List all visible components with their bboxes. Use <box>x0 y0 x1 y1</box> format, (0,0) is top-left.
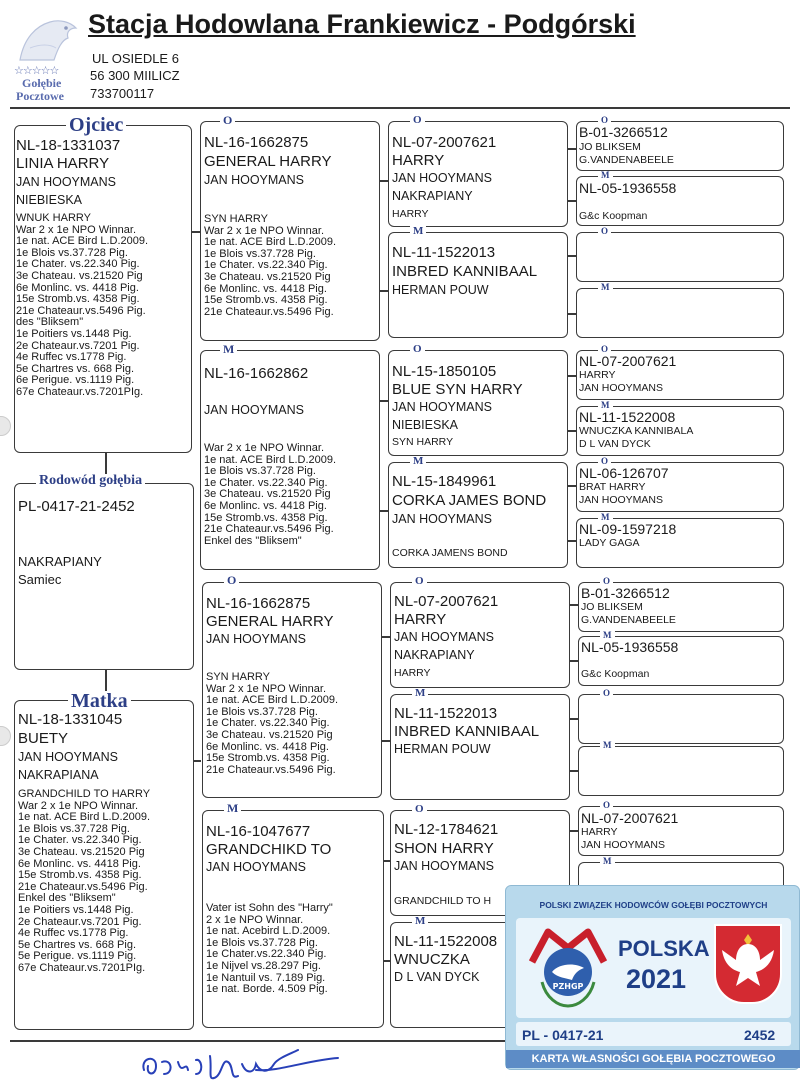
ownership-card <box>505 885 800 1070</box>
mother-name: BUETY <box>18 730 69 747</box>
sire-marker: O <box>600 689 613 698</box>
ggp-extra: HARRY <box>392 208 429 220</box>
achievement-line: 3e Chateau. vs.21520 Pig <box>204 270 331 283</box>
mother-ring: NL-18-1331045 <box>18 711 123 728</box>
grandparent-breeder: JAN HOOYMANS <box>204 173 305 187</box>
mother-label: Matka <box>68 691 131 711</box>
ggp-name: HARRY <box>392 152 445 169</box>
grandparent-breeder: JAN HOOYMANS <box>206 632 307 646</box>
dam-marker: M <box>598 513 613 522</box>
eagle-emblem <box>714 924 782 1004</box>
achievement-line: Enkel des "Bliksem" <box>204 534 302 547</box>
sire-marker: O <box>410 115 425 126</box>
ggg-box <box>578 694 784 744</box>
achievement-line: 1e Nijvel vs.28.297 Pig. <box>206 959 321 972</box>
card-country: POLSKA <box>618 936 710 961</box>
achievement-line: SYN HARRY <box>204 213 268 225</box>
grandparent-achievements <box>206 903 333 996</box>
achievement-line: 3e Chateau. vs.21520 Pig <box>206 728 333 741</box>
dam-marker: M <box>410 456 426 467</box>
achievement-line: 1e nat. ACE Bird L.D.2009. <box>18 811 151 824</box>
achievement-line: 1e nat. ACE Bird L.D.2009. <box>206 694 339 707</box>
father-breeder: JAN HOOYMANS <box>16 175 117 189</box>
card-organization: POLSKI ZWIĄZEK HODOWCÓW GOŁĘBI POCZTOWYCH <box>539 900 768 910</box>
achievement-line: 1e Blois vs.37.728 Pig. <box>206 936 318 949</box>
logo-text-2: Pocztowe <box>16 89 64 103</box>
ggp-ring: NL-12-1784621 <box>394 821 499 838</box>
ggp-breeder: JAN HOOYMANS <box>392 400 493 414</box>
ggg-line-2: JO BLIKSEM <box>579 141 641 153</box>
grandparent-breeder: JAN HOOYMANS <box>206 860 307 874</box>
achievement-line: 1e Chater. vs.22.340 Pig. <box>18 834 142 847</box>
mother-color: NAKRAPIANA <box>18 768 99 782</box>
ggg-line-2: JO BLIKSEM <box>581 601 643 613</box>
sire-marker: O <box>598 457 611 466</box>
achievement-line: 4e Ruffec vs.1778 Pig. <box>16 351 127 364</box>
ggg-line-3: JAN HOOYMANS <box>581 839 666 851</box>
achievement-line: 21e Chateaur.vs.5496 Pig. <box>16 304 146 317</box>
ggg-ring: B-01-3266512 <box>581 585 670 601</box>
ggp-name: INBRED KANNIBAAL <box>392 263 538 280</box>
achievement-line: 1e Poitiers vs.1448 Pig. <box>16 327 132 340</box>
achievement-line: 1e Blois vs.37.728 Pig. <box>204 247 316 260</box>
father-label: Ojciec <box>66 115 126 135</box>
ggp-color: NIEBIESKA <box>392 418 458 432</box>
achievement-line: 1e Blois vs.37.728 Pig. <box>204 465 316 478</box>
achievement-line: 1e nat. ACE Bird L.D.2009. <box>204 236 337 249</box>
logo <box>10 8 84 103</box>
ggp-ring: NL-15-1850105 <box>392 363 497 380</box>
connector <box>568 540 576 542</box>
achievement-line: 1e Chater. vs.22.340 Pig. <box>204 259 328 272</box>
achievement-line: 1e Chater.vs.22.340 Pig. <box>206 948 327 961</box>
achievement-line: 67e Chateaur.vs.7201PIg. <box>16 385 144 398</box>
connector <box>568 148 576 150</box>
achievement-line: 15e Stromb.vs. 4358 Pig. <box>16 293 140 306</box>
connector <box>570 604 578 606</box>
address-line-2: 56 300 MIILICZ <box>90 68 180 83</box>
father-ring: NL-18-1331037 <box>16 137 121 154</box>
achievement-line: 6e Monlinc. vs. 4418 Pig. <box>18 857 141 870</box>
header-divider <box>10 107 790 109</box>
achievement-line: 1e Nantuil vs. 7.189 Pig. <box>206 971 326 984</box>
connector <box>380 400 388 402</box>
dam-marker: M <box>410 226 426 237</box>
ggp-color: NAKRAPIANY <box>392 189 473 203</box>
achievement-line: 3e Chateau. vs.21520 Pig <box>18 845 145 858</box>
ggg-ring: NL-05-1936558 <box>581 639 679 655</box>
card-footer: KARTA WŁASNOŚCI GOŁĘBIA POCZTOWEGO <box>506 1050 800 1068</box>
sire-marker: O <box>224 574 239 586</box>
badge-text: PZHGP <box>552 982 584 991</box>
connector <box>382 636 390 638</box>
achievement-line: 1e Blois vs.37.728 Pig. <box>206 705 318 718</box>
achievement-line: 6e Monlinc. vs. 4418 Pig. <box>204 282 327 295</box>
achievement-line: 1e nat. Acebird L.D.2009. <box>206 925 331 938</box>
eagle-icon <box>716 926 780 996</box>
ggp-name: HARRY <box>394 611 447 628</box>
grandparent-breeder: JAN HOOYMANS <box>204 403 305 417</box>
mother-achievements <box>18 789 150 975</box>
achievement-line: 5e Perigue. vs.1119 Pig. <box>18 950 137 963</box>
achievement-line: GRANDCHILD TO HARRY <box>18 788 151 800</box>
achievement-line: 1e Blois vs.37.728 Pig. <box>16 246 128 259</box>
sire-marker: O <box>410 344 425 355</box>
achievement-line: 3e Chateau. vs.21520 Pig <box>204 488 331 501</box>
ggg-line-3: JAN HOOYMANS <box>579 494 664 506</box>
achievement-line: 6e Perigue. vs.1119 Pig. <box>16 374 135 387</box>
achievement-line: War 2 x 1e NPO Winnar. <box>206 682 327 695</box>
pigeon-sex: Samiec <box>18 572 62 587</box>
dam-marker: M <box>224 802 241 814</box>
connector <box>380 180 388 182</box>
phone: 733700117 <box>90 86 155 101</box>
achievement-line: 67e Chateaur.vs.7201PIg. <box>18 961 146 974</box>
ggp-extra: HARRY <box>394 667 431 679</box>
achievement-line: 2e Chateaur.vs.7201 Pig. <box>18 915 142 928</box>
connector <box>568 375 576 377</box>
connector <box>568 430 576 432</box>
sire-marker: O <box>412 804 427 815</box>
sire-marker: O <box>598 345 611 354</box>
punch-hole <box>0 416 11 436</box>
ggp-breeder: HERMAN POUW <box>394 742 491 756</box>
sire-marker: O <box>598 227 611 236</box>
ggp-ring: NL-07-2007621 <box>394 593 499 610</box>
achievement-line: Vater ist Sohn des "Harry" <box>206 902 333 914</box>
ggp-breeder: HERMAN POUW <box>392 283 489 297</box>
achievement-line: War 2 x 1e NPO Winnar. <box>16 223 137 236</box>
achievement-line: War 2 x 1e NPO Winnar. <box>18 799 139 812</box>
connector <box>570 718 578 720</box>
ggp-name: WNUCZKA <box>394 951 470 968</box>
achievement-line: des "Bliksem" <box>16 316 84 329</box>
connector <box>570 830 578 832</box>
father-color: NIEBIESKA <box>16 193 82 207</box>
dam-marker: M <box>412 688 428 699</box>
ggp-name: INBRED KANNIBAAL <box>394 723 540 740</box>
sire-marker: O <box>220 114 235 126</box>
achievement-line: 1e nat. ACE Bird L.D.2009. <box>204 453 337 466</box>
ggg-box <box>578 746 784 796</box>
pedigree-label: Rodowód gołębia <box>36 474 145 488</box>
ggp-extra: CORKA JAMENS BOND <box>392 547 508 559</box>
sire-marker: O <box>600 801 613 810</box>
ggg-box <box>576 288 784 338</box>
ggg-ring: NL-06-126707 <box>579 465 669 481</box>
sire-marker: O <box>598 116 611 125</box>
ggp-color: NAKRAPIANY <box>394 648 475 662</box>
dam-marker: M <box>600 857 615 866</box>
dam-marker: M <box>412 916 428 927</box>
achievement-line: 1e Chater. vs.22.340 Pig. <box>206 717 330 730</box>
achievement-line: 1e nat. ACE Bird L.D.2009. <box>16 235 149 248</box>
pzhgp-badge-icon <box>524 922 612 1010</box>
dam-marker: M <box>598 401 613 410</box>
connector <box>570 770 578 772</box>
achievement-line: 21e Chateaur.vs.5496 Pig. <box>204 523 334 536</box>
ggp-ring: NL-11-1522013 <box>394 705 498 722</box>
card-ring-number: 2452 <box>744 1027 776 1043</box>
ggp-extra: SYN HARRY <box>392 436 454 448</box>
grandparent-ring: NL-16-1047677 <box>206 823 311 840</box>
ggp-ring: NL-15-1849961 <box>392 473 497 490</box>
achievement-line: 1e Chater. vs.22.340 Pig. <box>204 476 328 489</box>
achievement-line: 6e Monlinc. vs. 4418 Pig. <box>206 740 329 753</box>
card-year: 2021 <box>626 964 687 994</box>
ggp-name: SHON HARRY <box>394 840 494 857</box>
connector <box>568 313 576 315</box>
connector <box>568 200 576 202</box>
achievement-line: 2e Chateaur.vs.7201 Pig. <box>16 339 140 352</box>
grandparent-achievements <box>204 443 336 547</box>
ggg-box <box>576 232 784 282</box>
ggp-name: BLUE SYN HARRY <box>392 381 523 398</box>
achievement-line: 15e Stromb.vs. 4358 Pig. <box>18 869 142 882</box>
grandparent-achievements <box>204 214 336 318</box>
achievement-line: War 2 x 1e NPO Winnar. <box>204 224 325 237</box>
logo-text-1: Gołębie <box>22 76 62 90</box>
achievement-line: Enkel des "Bliksem" <box>18 892 116 905</box>
connector <box>382 740 390 742</box>
pigeon-color: NAKRAPIANY <box>18 554 102 569</box>
sire-marker: O <box>412 576 427 587</box>
achievement-line: 21e Chateaur.vs.5496 Pig. <box>206 763 336 776</box>
grandparent-ring: NL-16-1662862 <box>204 365 309 382</box>
ggg-line-2: HARRY <box>581 826 618 838</box>
achievement-line: 5e Chartres vs. 668 Pig. <box>18 938 137 951</box>
sire-marker: O <box>600 577 613 586</box>
ggg-line-2: HARRY <box>579 369 616 381</box>
signature-icon <box>138 1040 348 1090</box>
ggg-line-2: BRAT HARRY <box>579 481 646 493</box>
pigeon-ring: PL-0417-21-2452 <box>18 498 135 515</box>
achievement-line: 1e Blois vs.37.728 Pig. <box>18 822 130 835</box>
ggp-ring: NL-11-1522008 <box>394 933 498 950</box>
card-ring-prefix: PL - 0417-21 <box>522 1027 604 1043</box>
ggp-breeder: JAN HOOYMANS <box>392 512 493 526</box>
ggp-ring: NL-07-2007621 <box>392 134 497 151</box>
ggg-line-3: G&c Koopman <box>581 668 650 680</box>
ggg-ring: NL-09-1597218 <box>579 521 677 537</box>
grandparent-name: GENERAL HARRY <box>204 153 332 170</box>
achievement-line: 5e Chartres vs. 668 Pig. <box>16 362 135 375</box>
grandparent-name: GRANDCHIKD TO <box>206 841 332 858</box>
ggg-line-2: LADY GAGA <box>579 537 640 549</box>
achievement-line: 21e Chateaur.vs.5496 Pig. <box>204 305 334 318</box>
ggp-extra: GRANDCHILD TO H <box>394 895 492 907</box>
grandparent-achievements <box>206 672 338 776</box>
ggp-breeder: JAN HOOYMANS <box>392 171 493 185</box>
achievement-line: SYN HARRY <box>206 671 270 683</box>
connector <box>193 760 201 762</box>
grandparent-ring: NL-16-1662875 <box>204 134 309 151</box>
connector <box>192 231 200 233</box>
ggg-line-3: G.VANDENABEELE <box>579 154 674 166</box>
achievement-line: 3e Chateau. vs.21520 Pig <box>16 269 143 282</box>
pigeon-logo-icon <box>10 8 84 68</box>
achievement-line: 21e Chateaur.vs.5496 Pig. <box>18 880 148 893</box>
page-title: Stacja Hodowlana Frankiewicz - Podgórski <box>88 9 636 39</box>
father-achievements <box>16 213 148 399</box>
achievement-line: 1e Poitiers vs.1448 Pig. <box>18 903 134 916</box>
punch-hole <box>0 726 11 746</box>
ggg-line-2: WNUCZKA KANNIBALA <box>579 425 694 437</box>
ggg-ring: NL-07-2007621 <box>579 353 677 369</box>
connector <box>568 485 576 487</box>
achievement-line: 15e Stromb.vs. 4358 Pig. <box>204 294 328 307</box>
ggp-ring: NL-11-1522013 <box>392 244 496 261</box>
connector <box>380 290 388 292</box>
grandparent-ring: NL-16-1662875 <box>206 595 311 612</box>
dam-marker: M <box>600 741 615 750</box>
ggg-ring: NL-07-2007621 <box>581 810 679 826</box>
mother-breeder: JAN HOOYMANS <box>18 750 119 764</box>
achievement-line: 1e Chater. vs.22.340 Pig. <box>16 258 140 271</box>
connector <box>570 660 578 662</box>
connector <box>380 510 388 512</box>
ggp-breeder: D L VAN DYCK <box>394 970 480 984</box>
dam-marker: M <box>598 171 613 180</box>
father-name: LINIA HARRY <box>16 155 110 172</box>
achievement-line: 2 x 1e NPO Winnar. <box>206 913 304 926</box>
achievement-line: 4e Ruffec vs.1778 Pig. <box>18 927 129 940</box>
ggg-line-3: G&c Koopman <box>579 210 648 222</box>
connector <box>568 255 576 257</box>
achievement-line: 6e Monlinc. vs. 4418 Pig. <box>204 499 327 512</box>
ggg-ring: B-01-3266512 <box>579 124 668 140</box>
dam-marker: M <box>220 343 237 355</box>
ggp-name: CORKA JAMES BOND <box>392 492 547 509</box>
logo-stars: ☆☆☆☆☆ <box>14 65 59 77</box>
ggp-breeder: JAN HOOYMANS <box>394 859 495 873</box>
ggg-line-3: G.VANDENABEELE <box>581 614 676 626</box>
achievement-line: War 2 x 1e NPO Winnar. <box>204 442 325 454</box>
address-line-1: UL OSIEDLE 6 <box>92 51 179 66</box>
grandparent-name: GENERAL HARRY <box>206 613 334 630</box>
dam-marker: M <box>600 631 615 640</box>
ggg-line-3: JAN HOOYMANS <box>579 382 664 394</box>
achievement-line: 15e Stromb.vs. 4358 Pig. <box>206 752 330 765</box>
ggp-breeder: JAN HOOYMANS <box>394 630 495 644</box>
ggg-ring: NL-05-1936558 <box>579 180 677 196</box>
ggg-ring: NL-11-1522008 <box>579 409 676 425</box>
achievement-line: 1e nat. Borde. 4.509 Pig. <box>206 983 328 996</box>
achievement-line: 6e Monlinc. vs. 4418 Pig. <box>16 281 139 294</box>
achievement-line: WNUK HARRY <box>16 212 91 224</box>
dam-marker: M <box>598 283 613 292</box>
ggg-line-3: D L VAN DYCK <box>579 438 651 450</box>
achievement-line: 15e Stromb.vs. 4358 Pig. <box>204 511 328 524</box>
